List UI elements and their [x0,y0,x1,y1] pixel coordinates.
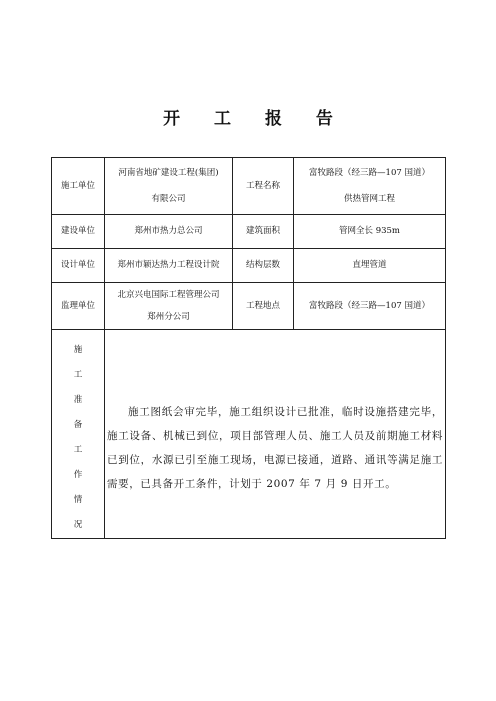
page-title: 开 工 报 告 [163,109,347,129]
start-report-form [51,157,446,539]
value-construction-unit [105,158,233,215]
prep-label-char: 施 [73,345,83,355]
value-structure-floors: 直埋管道 [294,249,446,283]
value-project-location: 富牧路段（经三路—107 国道） [294,283,446,330]
label-design-unit: 设计单位 [52,249,105,283]
value-owner-unit: 郑州市热力总公司 [105,215,233,249]
row-supervision-unit [52,283,446,330]
value-construction-unit-line1: 河南省地矿建设工程(集团) [118,168,219,178]
prep-label-char: 况 [73,520,83,530]
label-construction-unit: 施工单位 [52,158,105,215]
value-construction-unit-line2: 有限公司 [151,194,186,204]
value-design-unit: 郑州市颖达热力工程设计院 [105,249,233,283]
prep-label-char: 情 [73,495,83,505]
row-design-unit [52,249,446,283]
value-supervision-unit [105,283,233,330]
value-project-name-line1: 富牧路段（经三路—107 国道） [309,168,430,178]
label-structure-floors: 结构层数 [233,249,294,283]
row-construction-unit [52,158,446,215]
label-project-name: 工程名称 [233,158,294,215]
label-supervision-unit: 监理单位 [52,283,105,330]
preparation-status-content [105,330,446,539]
prep-label-char: 准 [73,395,83,405]
row-owner-unit [52,215,446,249]
prep-label-char: 作 [73,470,83,480]
preparation-status-text: 施工图纸会审完毕，施工组织设计已批准，临时设施搭建完毕，施工设备、机械已到位，项目部管理人员、施工人员及前期施工材料已到位，水源已引至施工现场，电源已接通，道路、通讯等满足施工需要，已具备开工条件，计划于 2007 年 7 月 9 日开工。 [107,406,443,490]
row-preparation-status [52,330,446,539]
value-supervision-unit-line1: 北京兴电国际工程管理公司 [117,290,220,300]
prep-label-char: 工 [73,445,83,455]
label-owner-unit: 建设单位 [52,215,105,249]
label-building-area: 建筑面积 [233,215,294,249]
value-project-name-line2: 供热管网工程 [343,194,395,204]
label-project-location: 工程地点 [233,283,294,330]
prep-label-char: 工 [73,370,83,380]
prep-label-char: 备 [73,420,83,430]
label-preparation-status [52,330,105,539]
value-project-name [294,158,446,215]
value-supervision-unit-line2: 郑州分公司 [147,312,190,322]
value-building-area: 管网全长 935m [294,215,446,249]
